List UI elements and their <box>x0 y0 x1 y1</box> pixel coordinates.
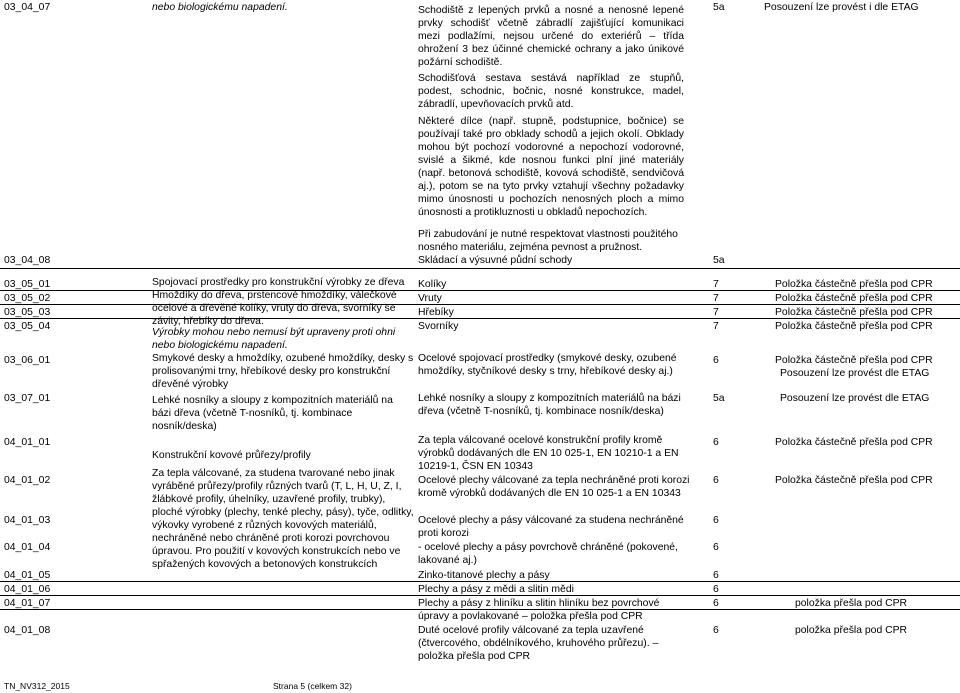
row-divider <box>0 609 960 610</box>
note-text: Položka částečně přešla pod CPR <box>775 475 933 486</box>
note-text: Položka částečně přešla pod CPR <box>775 321 933 332</box>
item-code: 03_04_07 <box>4 2 51 13</box>
system-value: 5a <box>713 255 725 266</box>
note-text: Položka částečně přešla pod CPR <box>775 437 933 448</box>
note-text: Položka částečně přešla pod CPR <box>775 279 933 290</box>
system-value: 6 <box>713 570 719 581</box>
note-text: položka přešla pod CPR <box>795 625 908 636</box>
row-divider <box>0 595 960 596</box>
row-divider <box>0 304 960 305</box>
detail-paragraph: Při zabudování je nutné respektovat vlastnosti použitého nosného materiálu, zejména pevnost a pružnost. <box>418 229 678 253</box>
item-code: 03_05_04 <box>4 321 51 332</box>
system-value: 6 <box>713 584 719 595</box>
item-code: 04_01_02 <box>4 475 51 486</box>
item-definition-note: Výrobky mohou nebo nemusí být upraveny proti ohni nebo biologickému napadení. <box>152 327 396 351</box>
product-name: Skládací a výsuvné půdní schody <box>418 255 573 266</box>
detail-paragraph: Schodiště z lepených prvků a nosné a nenosné lepené prvky schodišť včetně zábradlí zajišťující komunikaci mezi podlažími, nejsou určené do exteriérů – třída ohrožení 3 bez účinné chemické ochrany a jako únikové požární schodiště. <box>418 5 684 68</box>
product-name: Ocelové plechy válcované za tepla nechráněné proti korozi kromě výrobků dodávaných dle EN 10 025-1 a EN 10343 <box>418 475 690 499</box>
item-code: 04_01_01 <box>4 437 51 448</box>
system-value: 6 <box>713 475 719 486</box>
note-text: položka přešla pod CPR <box>795 598 908 609</box>
product-name: Ocelové spojovací prostředky (smykové desky, ozubené hmoždíky, styčníkové desky s trny, hřebíkové desky aj.) <box>418 353 677 377</box>
product-name: Plechy a pásy z hliníku a slitin hliníku bez povrchové úpravy a povlakované – položka přešla pod CPR <box>418 598 660 622</box>
item-code: 04_01_07 <box>4 598 51 609</box>
product-name: Hřebíky <box>418 307 454 318</box>
item-code: 03_05_01 <box>4 279 51 290</box>
item-definition-title: Konstrukční kovové průřezy/profily <box>152 450 311 461</box>
system-value: 6 <box>713 437 719 448</box>
row-divider <box>0 581 960 582</box>
footer-page-number: Strana 5 (celkem 32) <box>273 681 352 691</box>
note-text: Posouzení lze provést dle ETAG <box>780 393 930 404</box>
system-value: 6 <box>713 355 719 366</box>
item-code: 04_01_05 <box>4 570 51 581</box>
product-name: Vruty <box>418 293 442 304</box>
note-text: Posouzení lze provést i dle ETAG <box>764 2 919 13</box>
detail-paragraph: Některé dílce (např. stupně, podstupnice, bočnice) se používají také pro obklady schodů a jejich okolí. Obklady mohou být pochozí vodorovné a nepochozí vodorovné, svislé a šikmé, kde nosnou funkci plní jiné materiály (např. betonová schodiště, kovová schodiště, sendvičová aj.), potom se na tyto prvky vztahují všechny požadavky mimo únosnosti u pochozích nenosných ploch a mimo únosnosti a protikluznosti u obkladů nepochozích. <box>418 116 684 218</box>
product-name: Lehké nosníky a sloupy z kompozitních materiálů na bázi dřeva (včetně T-nosníků, tj. kombinace nosník/deska) <box>418 393 681 417</box>
product-name: Duté ocelové profily válcované za tepla uzavřené (čtvercového, obdélníkového, kruhového průřezu). – položka přešla pod CPR <box>418 625 659 662</box>
system-value: 7 <box>713 321 719 332</box>
system-value: 7 <box>713 293 719 304</box>
item-code: 04_01_06 <box>4 584 51 595</box>
row-divider <box>0 290 960 291</box>
product-name: Ocelové plechy a pásy válcované za studena nechráněné proti korozi <box>418 515 684 539</box>
note-text: Posouzení lze provést dle ETAG <box>780 368 930 379</box>
item-code: 04_01_03 <box>4 515 51 526</box>
product-name: Zinko-titanové plechy a pásy <box>418 570 550 581</box>
product-name: Plechy a pásy z mědi a slitin mědi <box>418 584 574 595</box>
product-name: Za tepla válcované ocelové konstrukční profily kromě výrobků dodávaných dle EN 10 025-1, EN 10210-1 a EN 10219-1, ČSN EN 10343 <box>418 435 679 472</box>
system-value: 7 <box>713 307 719 318</box>
item-code: 03_05_02 <box>4 293 51 304</box>
detail-paragraph: Schodišťová sestava sestává například ze stupňů, podest, schodnic, bočnic, nosné konstrukce, madel, zábradlí, upevňovacích prvků atd. <box>418 73 684 110</box>
item-code: 04_01_08 <box>4 625 51 636</box>
footer-doc-id: TN_NV312_2015 <box>4 681 70 691</box>
row-divider <box>0 318 960 319</box>
item-code: 04_01_04 <box>4 542 51 553</box>
item-definition: Za tepla válcované, za studena tvarované nebo jinak vyráběné průřezy/profily různých tvarů (T, L, H, U, Z, I, žlábkové profily, úhelníky, uzavřené profily, trubky), ploché výrobky (plechy, tenké plechy, pásy), tyče, odlitky, výkovky vyrobené z různých kovových materiálů, nechráněné nebo chráněné proti korozi povrchovou úpravou. Pro použití v kovových konstrukcích nebo ve spřažených kovových a betonových konstrukcích <box>152 468 414 570</box>
system-value: 6 <box>713 598 719 609</box>
row-divider <box>0 268 960 269</box>
item-definition: Spojovací prostředky pro konstrukční výrobky ze dřeva Hmoždíky do dřeva, prstencové hmoždíky, válečkové ocelové a dřevěné kolíky, vruty do dřeva, svorníky se závity, hřebíky do dřeva. <box>152 277 405 327</box>
system-value: 5a <box>713 2 725 13</box>
note-text: Položka částečně přešla pod CPR <box>775 293 933 304</box>
item-code: 03_06_01 <box>4 355 51 366</box>
item-code: 03_05_03 <box>4 307 51 318</box>
item-code: 03_04_08 <box>4 255 51 266</box>
system-value: 5a <box>713 393 725 404</box>
note-text: Položka částečně přešla pod CPR <box>775 307 933 318</box>
product-name: Svorníky <box>418 321 459 332</box>
product-name: - ocelové plechy a pásy povrchově chráněné (pokovené, lakované aj.) <box>418 542 678 566</box>
system-value: 6 <box>713 515 719 526</box>
item-code: 03_07_01 <box>4 393 51 404</box>
system-value: 7 <box>713 279 719 290</box>
item-definition: Lehké nosníky a sloupy z kompozitních materiálů na bázi dřeva (včetně T-nosníků, tj. kombinace nosník/deska) <box>152 395 393 432</box>
product-name: Kolíky <box>418 279 447 290</box>
item-definition: Smykové desky a hmoždíky, ozubené hmoždíky, desky s prolisovanými trny, hřebíkové desky pro konstrukční dřevěné výrobky <box>152 353 414 390</box>
system-value: 6 <box>713 625 719 636</box>
system-value: 6 <box>713 542 719 553</box>
note-text: Položka částečně přešla pod CPR <box>775 355 933 366</box>
item-definition: nebo biologickému napadení. <box>152 2 288 13</box>
